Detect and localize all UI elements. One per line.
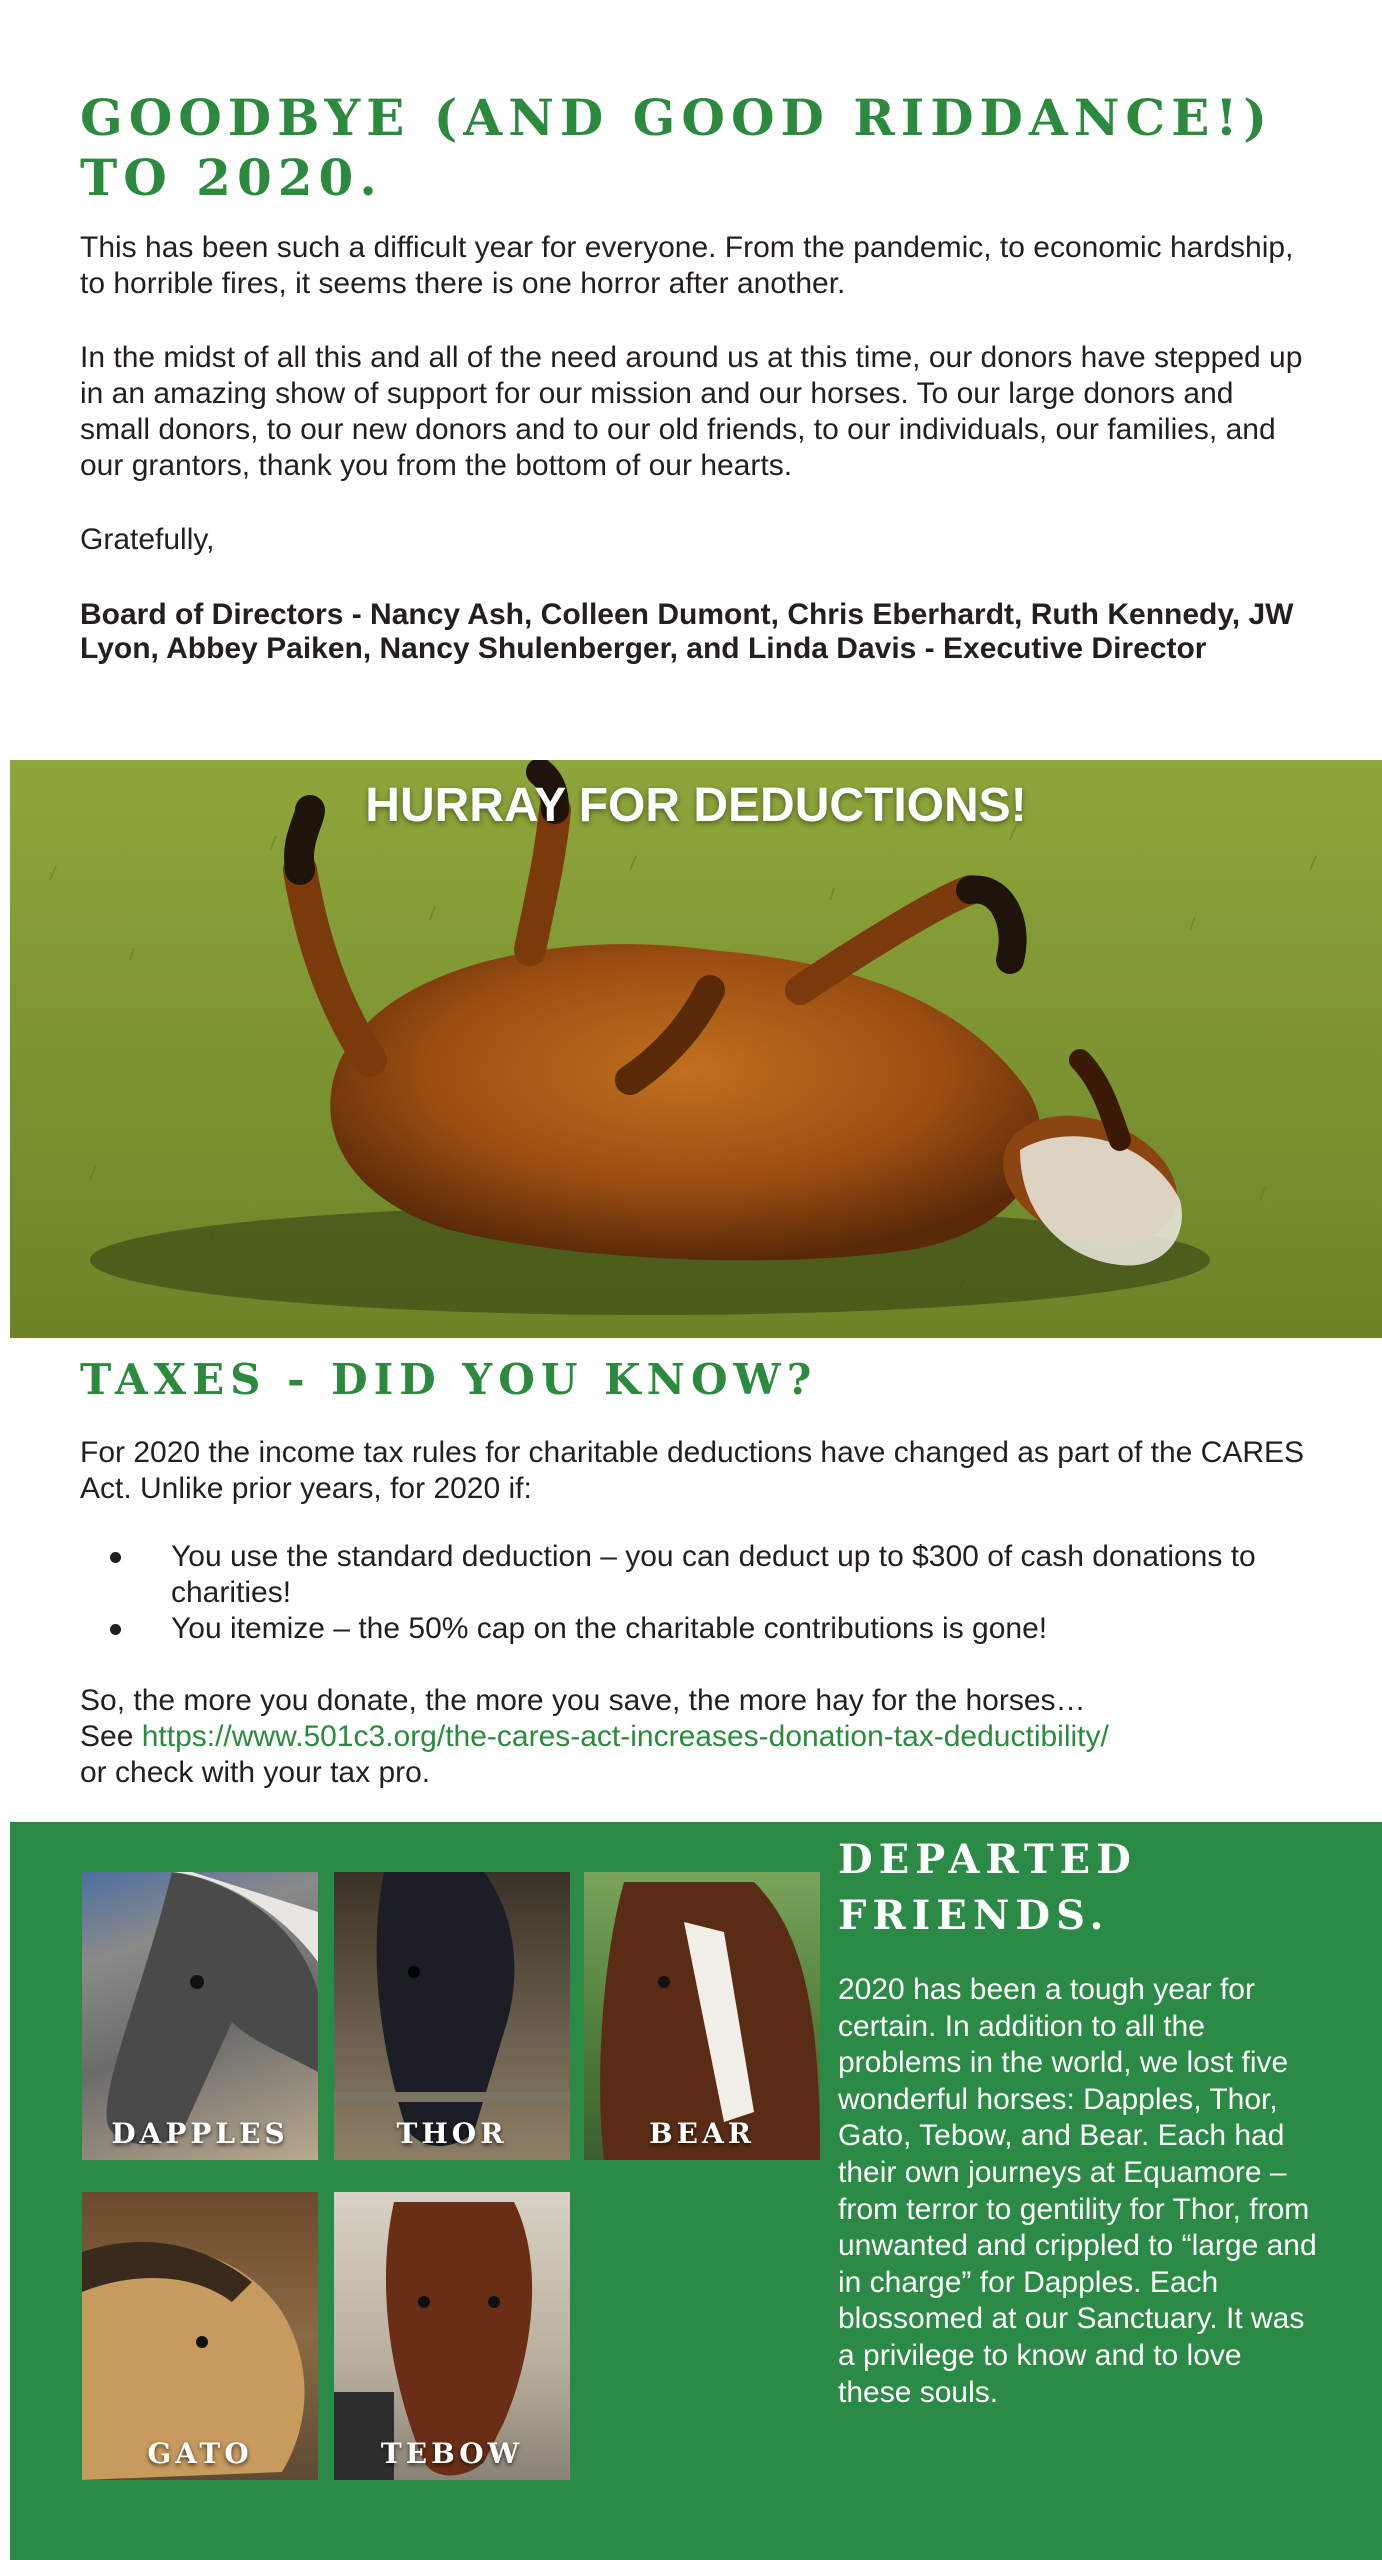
horse-label: TEBOW: [380, 2437, 524, 2470]
horse-photo-thor: [334, 1872, 570, 2160]
goodbye-section: [80, 88, 1310, 696]
rolling-horse-illustration: [10, 760, 1382, 1338]
taxes-closing-line1: So, the more you donate, the more you save, the more hay for the horses…: [80, 1684, 1086, 1717]
horse-label: BEAR: [648, 2117, 755, 2150]
cares-act-link[interactable]: https://www.501c3.org/the-cares-act-increases-donation-tax-deductibility/: [141, 1720, 1109, 1753]
signature: Board of Directors - Nancy Ash, Colleen Dumont, Chris Eberhardt, Ruth Kennedy, JW Lyon, Abbey Paiken, Nancy Shulenberger, and Linda Davis - Executive Director: [80, 598, 1294, 665]
bullet-icon: [110, 1624, 121, 1635]
taxes-closing-line3: or check with your tax pro.: [80, 1756, 431, 1789]
banner-title: HURRAY FOR DEDUCTIONS!: [365, 779, 1027, 832]
horse-photo-gato: [82, 2192, 318, 2480]
taxes-title: TAXES - DID YOU KNOW?: [80, 1355, 818, 1404]
goodbye-title-line1: GOODBYE (AND GOOD RIDDANCE!): [80, 88, 1273, 147]
rolling-horse-photo: [10, 760, 1382, 1338]
horse-label: DAPPLES: [111, 2117, 289, 2150]
bullet-text: You itemize – the 50% cap on the charitable contributions is gone!: [171, 1612, 1048, 1645]
departed-friends-text: 2020 has been a tough year for certain. In addition to all the problems in the world, we lost five wonderful horses: Dapples, Thor, Gato, Tebow, and Bear. Each had their own journeys at Equamore – from terror to gentility for Thor, from unwanted and crippled to “large and in charge” for Dapples. Each blossomed at our Sanctuary. It was a privilege to know and to love these souls.: [838, 1973, 1317, 2409]
see-prefix: See: [80, 1720, 142, 1753]
horse-photo-dapples: [82, 1872, 318, 2160]
departed-title-line1: DEPARTED: [838, 1836, 1137, 1883]
horse-label: THOR: [396, 2117, 508, 2150]
goodbye-title: [80, 88, 1310, 208]
taxes-section: [80, 1355, 1310, 1791]
horse-photo-bear: [584, 1872, 820, 2160]
bullet-item: [80, 1539, 1310, 1611]
departed-friends-title: [838, 1832, 1348, 1944]
goodbye-paragraph-2: In the midst of all this and all of the need around us at this time, our donors have stepped up in an amazing show of support for our mission and our horses. To our large donors and small donors, to our new donors and to our old friends, to our individuals, our families, and our grantors, thank you from the bottom of our hearts.: [80, 341, 1303, 482]
goodbye-title-line2: TO 2020.: [80, 148, 383, 207]
bullet-item: [80, 1611, 1310, 1647]
goodbye-paragraph-1: This has been such a difficult year for everyone. From the pandemic, to economic hardship, to horrible fires, it seems there is one horror after another.: [80, 231, 1294, 300]
horse-label: GATO: [147, 2437, 253, 2470]
horse-photo-tebow: [334, 2192, 570, 2480]
departed-friends-panel: [10, 1822, 1382, 2560]
taxes-bullet-list: [80, 1539, 1310, 1647]
bullet-text: You use the standard deduction – you can deduct up to $300 of cash donations to charities!: [171, 1540, 1256, 1609]
closing: Gratefully,: [80, 523, 215, 556]
taxes-intro: For 2020 the income tax rules for charitable deductions have changed as part of the CARES Act. Unlike prior years, for 2020 if:: [80, 1436, 1305, 1505]
departed-title-line2: FRIENDS.: [838, 1892, 1110, 1939]
bullet-icon: [110, 1552, 121, 1563]
taxes-closing: [80, 1683, 1310, 1791]
